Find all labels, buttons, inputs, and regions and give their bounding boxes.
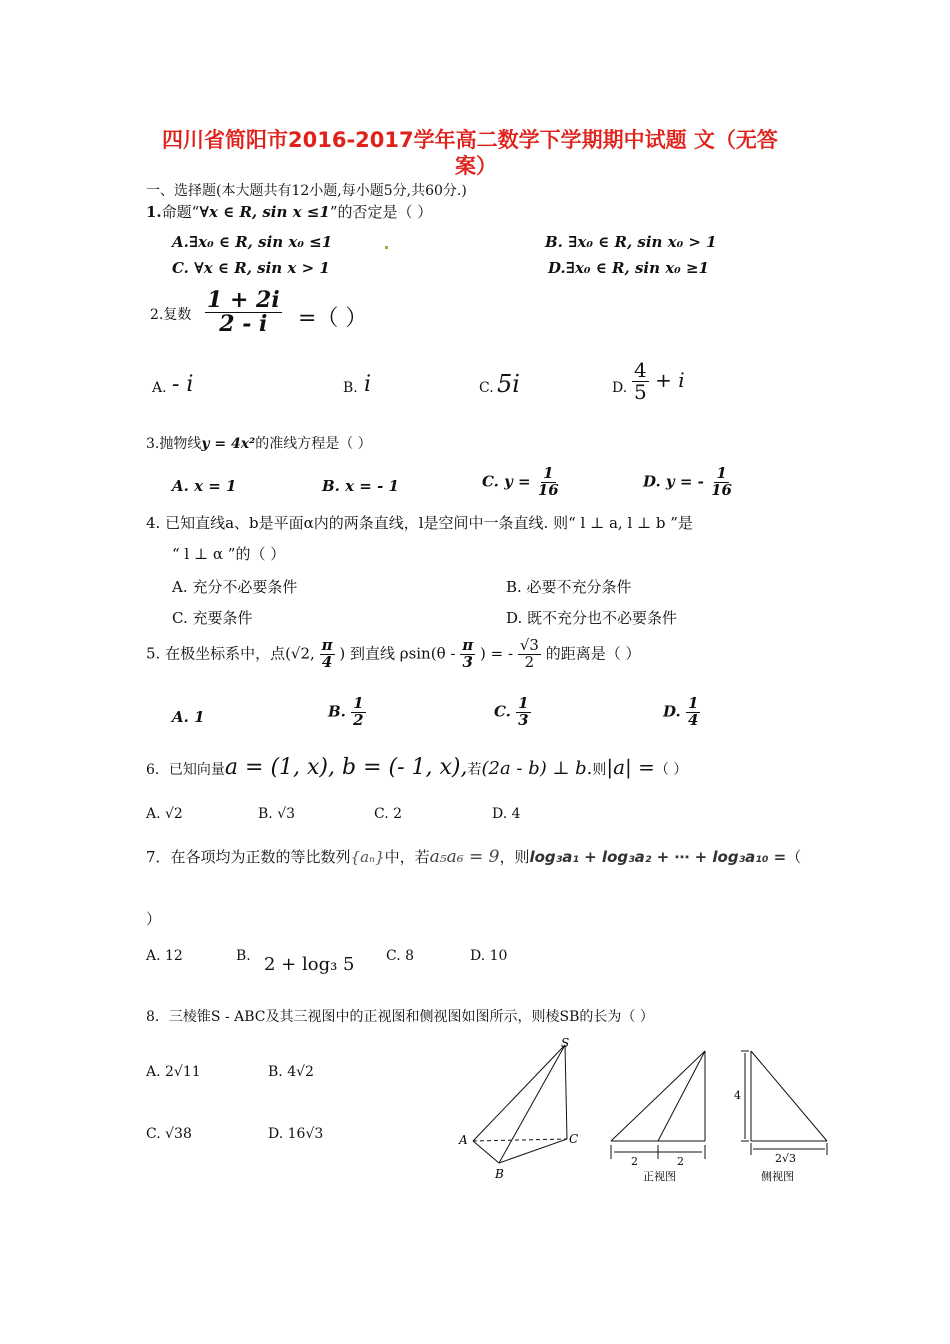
question-5-option-a: A. 1 <box>172 708 205 726</box>
question-2-option-c-value: 5i <box>497 370 520 398</box>
question-7-option-c: C. 8 <box>386 948 415 964</box>
front-dim-left: 2 <box>631 1155 638 1168</box>
question-2-suffix: =（ ） <box>298 306 368 331</box>
question-8-option-b: B. 4√2 <box>268 1064 314 1080</box>
question-4-option-d: D. 既不充分也不必要条件 <box>506 609 678 627</box>
stray-dot <box>385 246 388 249</box>
question-7-option-d: D. 10 <box>470 948 508 964</box>
question-1-option-c: C. ∀x ∈ R, sin x > 1 <box>172 259 330 277</box>
front-view-label: 正视图 <box>643 1170 676 1183</box>
question-8-option-a: A. 2√11 <box>146 1064 201 1080</box>
question-2-prefix: 2.复数 <box>150 307 192 323</box>
question-5-option-d: D. $\frac{1}{4}$ <box>663 694 699 729</box>
question-5-stem: 5. 在极坐标系中，点(√2, $\frac{\pi}{4}$ ) 到直线 ρsin(θ - $\frac{\pi}{3}$ ) = - $\frac{√3}{2}$ 的距离是（ ） <box>146 636 641 671</box>
question-3-option-c: C. y = $\frac{1}{16}$ <box>482 464 559 499</box>
question-1-stem: 1.命题“∀x ∈ R, sin x ≤1”的否定是（ ） <box>146 203 433 221</box>
question-6-option-a: A. √2 <box>146 806 183 822</box>
question-7-option-a: A. 12 <box>146 948 183 964</box>
side-view-label: 侧视图 <box>761 1170 794 1183</box>
question-6-option-c: C. 2 <box>374 806 403 822</box>
question-3-option-b: B. x = - 1 <box>322 477 399 495</box>
label-c: C <box>569 1132 579 1146</box>
question-8-option-d: D. 16√3 <box>268 1126 324 1142</box>
question-7-close-paren: ） <box>146 910 162 928</box>
question-6-option-b: B. √3 <box>258 806 296 822</box>
front-dim-right: 2 <box>677 1155 684 1168</box>
question-3-option-d: D. y = - $\frac{1}{16}$ <box>643 464 732 499</box>
front-view <box>611 1051 705 1159</box>
question-8-stem: 8．三棱锥S - ABC及其三视图中的正视图和侧视图如图所示，则棱SB的长为（ ） <box>146 1009 654 1025</box>
page-title-line1: 四川省简阳市2016-2017学年高二数学下学期期中试题 文（无答 <box>162 128 778 152</box>
question-5-option-b: B. $\frac{1}{2}$ <box>328 694 364 729</box>
question-4-line1: 4. 已知直线a、b是平面α内的两条直线，l是空间中一条直线. 则“ l ⊥ a, l ⊥ b ”是 <box>146 514 693 532</box>
question-3-stem: 3.抛物线y = 4x²的准线方程是（ ） <box>146 436 372 452</box>
question-8-option-c: C. √38 <box>146 1126 192 1142</box>
section-header: 一、选择题(本大题共有12小题,每小题5分,共60分.) <box>146 183 467 199</box>
question-5-option-c: C. $\frac{1}{3}$ <box>494 694 529 729</box>
question-7-stem: 7．在各项均为正数的等比数列{aₙ}中，若a₅a₆ = 9，则log₃a₁ + log₃a₂ + ⋯ + log₃a₁₀ =（ <box>146 847 802 867</box>
question-1-option-b: B. ∃x₀ ∈ R, sin x₀ > 1 <box>545 233 717 251</box>
question-4-option-c: C. 充要条件 <box>172 609 253 627</box>
question-2-option-a-label: A. <box>152 380 167 396</box>
question-2-option-d-value: $\frac{4}{5}$ + i <box>634 358 685 404</box>
question-4-line2: “ l ⊥ α ”的（ ） <box>172 545 286 563</box>
question-7-option-b-value: 2 + log₃ 5 <box>264 954 355 975</box>
question-4-option-b: B. 必要不充分条件 <box>506 578 632 596</box>
question-4-option-a: A. 充分不必要条件 <box>172 578 298 596</box>
question-2-fraction: $\frac{1 + 2i}{2 - i}$ <box>207 287 280 338</box>
question-6-stem: 6．已知向量a = (1, x), b = (- 1, x),若(2a - b) ⊥ b.则|a| =（ ） <box>146 755 688 780</box>
question-1-option-d: D.∃x₀ ∈ R, sin x₀ ≥1 <box>548 259 709 277</box>
pyramid-sabc <box>473 1045 567 1163</box>
label-a: A <box>459 1133 468 1147</box>
side-view <box>741 1051 827 1155</box>
question-7-option-b-label: B. <box>236 948 251 964</box>
question-2-option-d-label: D. <box>612 380 628 396</box>
label-s: S <box>561 1036 570 1050</box>
question-8-figure <box>455 1035 840 1185</box>
label-b: B <box>495 1167 504 1181</box>
question-2-option-b-label: B. <box>343 380 358 396</box>
side-dim-width: 2√3 <box>775 1152 797 1165</box>
question-2-option-a-value: - i <box>172 372 194 397</box>
question-1-option-a: A.∃x₀ ∈ R, sin x₀ ≤1 <box>172 233 333 251</box>
question-6-option-d: D. 4 <box>492 806 521 822</box>
page-title-line2: 案） <box>455 154 497 178</box>
question-3-option-a: A. x = 1 <box>172 477 237 495</box>
question-2-option-b-value: i <box>364 372 372 397</box>
side-dim-height: 4 <box>734 1089 741 1102</box>
question-2-option-c-label: C. <box>479 380 494 396</box>
